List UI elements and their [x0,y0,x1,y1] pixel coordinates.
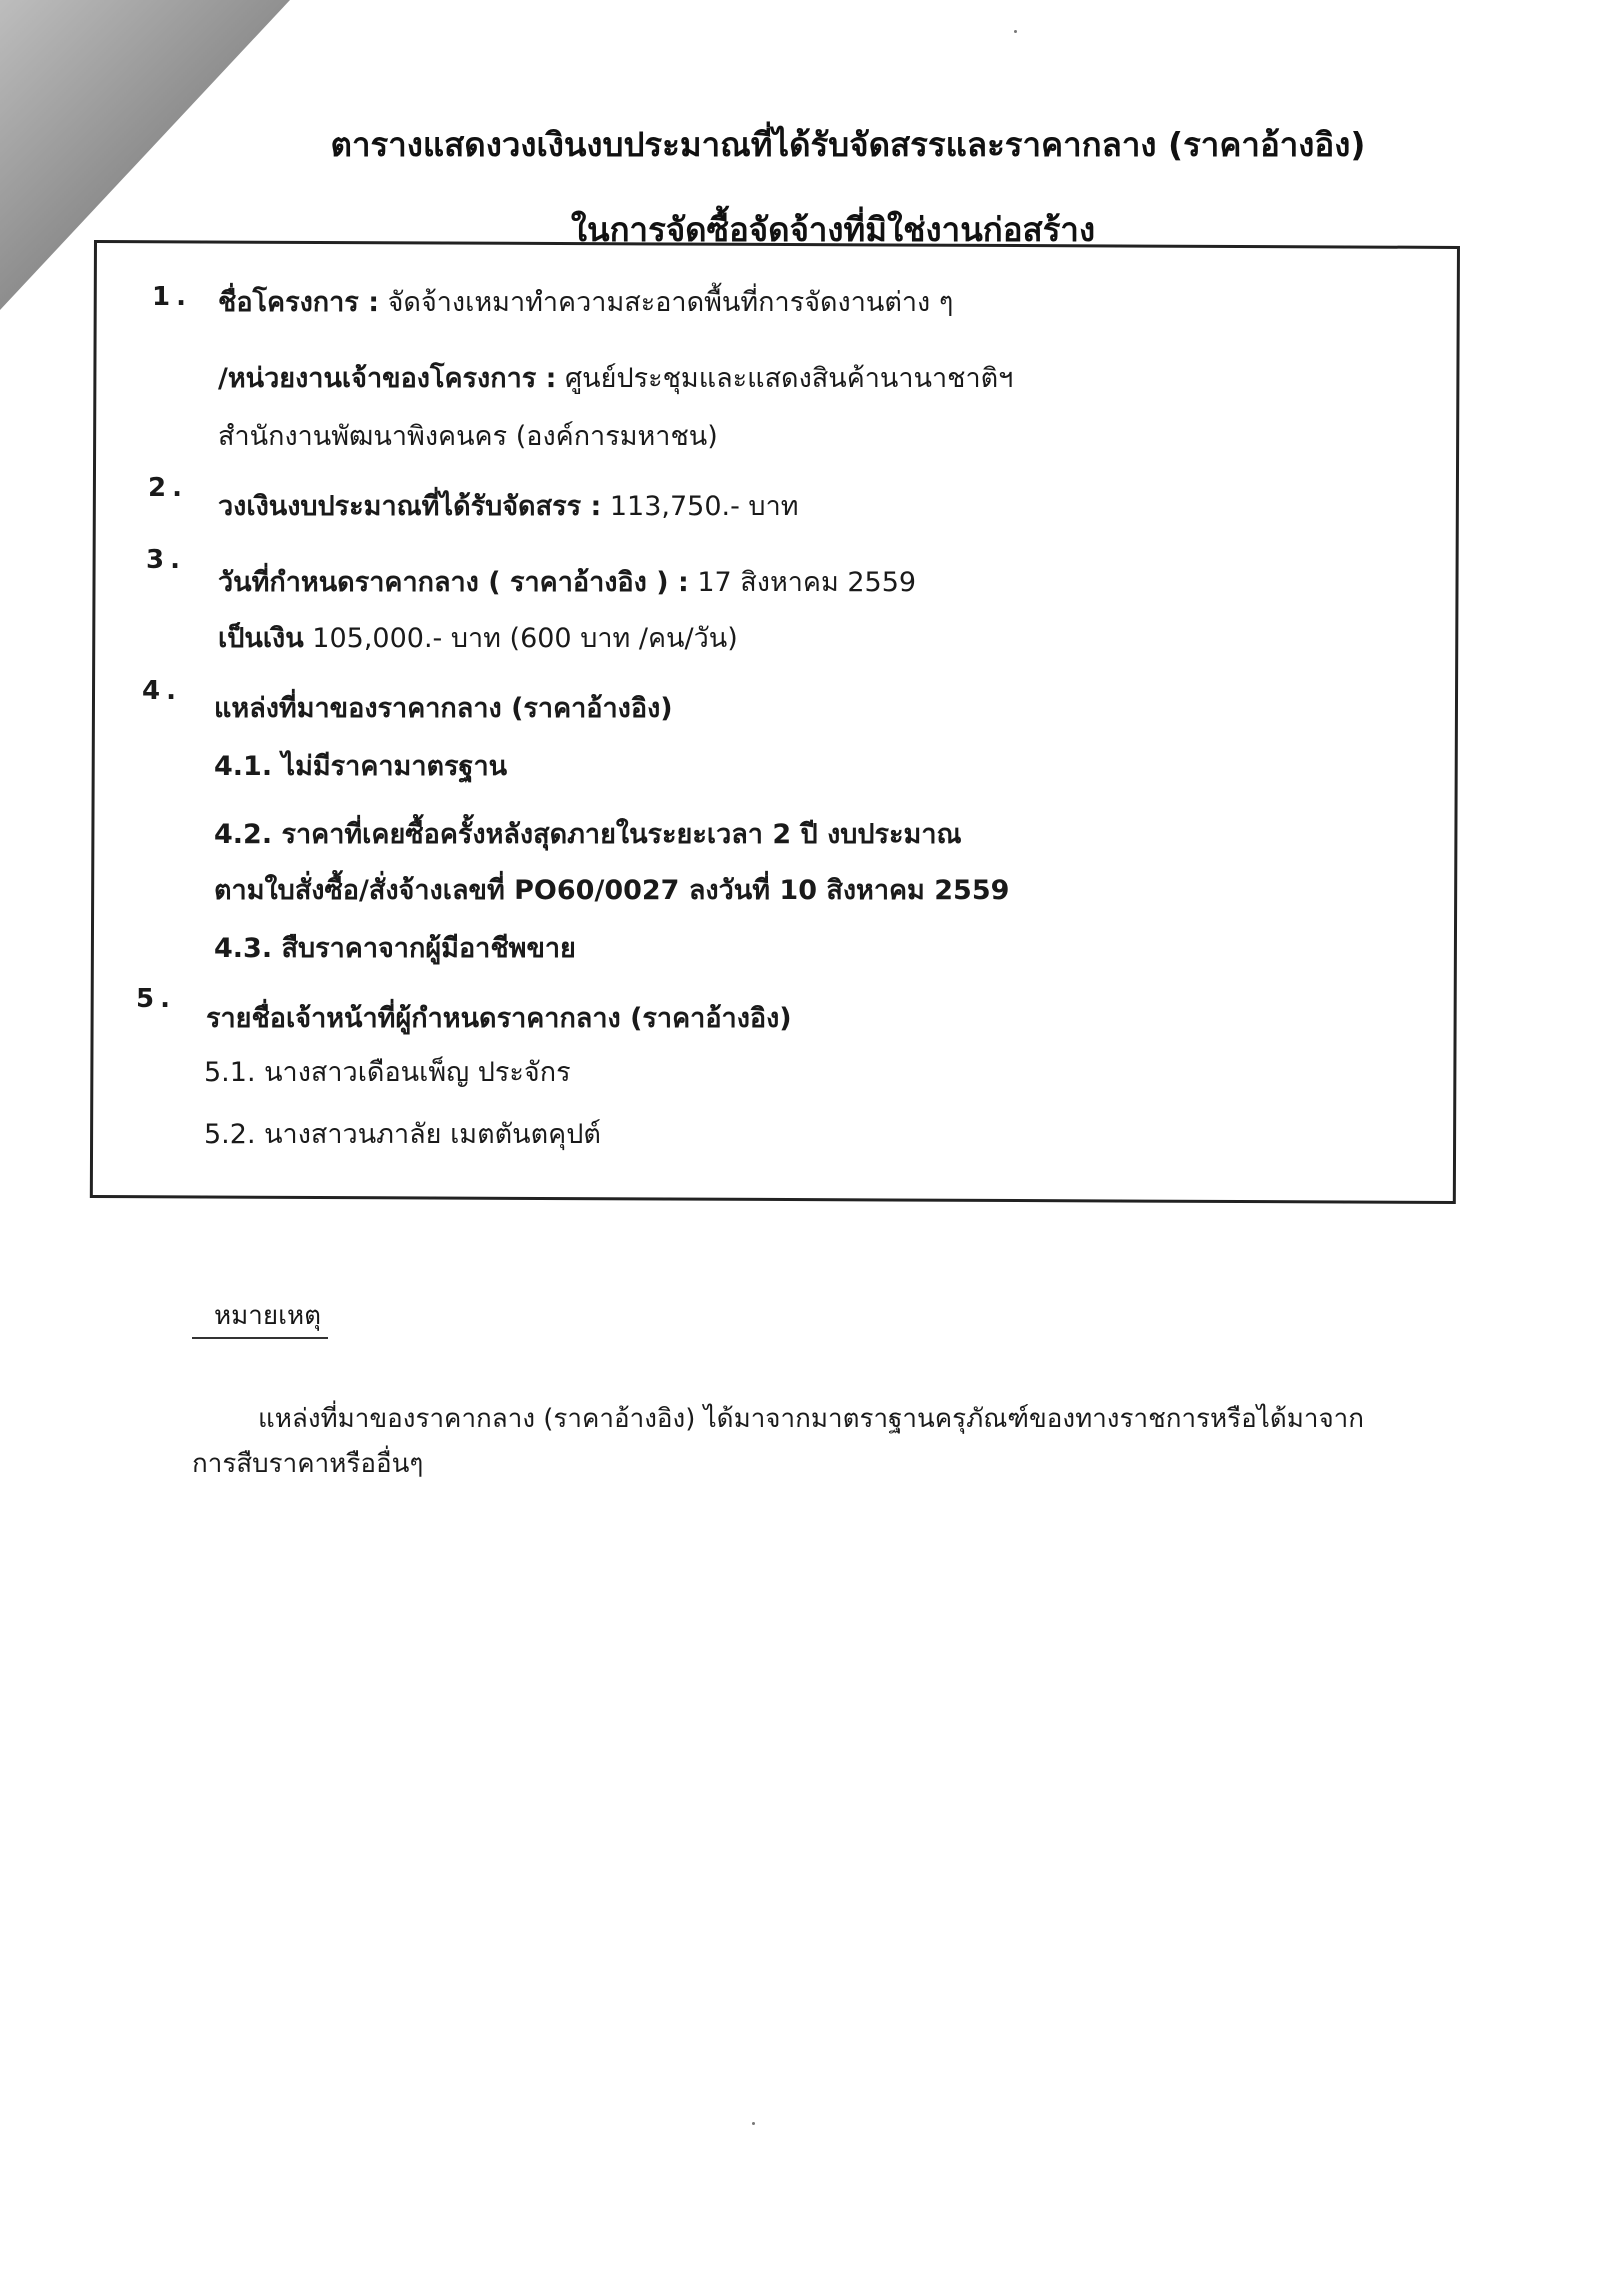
document-title-line-2: ในการจัดซื้อจัดจ้างที่มิใช่งานก่อสร้าง [570,210,1096,249]
official-2: 5.2. นางสาวนภาลัย เมตตันตคุปต์ [204,1119,601,1150]
note-heading-underline [192,1337,328,1339]
note-text-line-1: แหล่งที่มาของราคากลาง (ราคาอ้างอิง) ได้มาจากมาตราฐานครุภัณฑ์ของทางราชการหรือได้มาจาก [258,1404,1365,1434]
price-source-item-3: 4.3. สืบราคาจากผู้มีอาชีพขาย [214,933,576,964]
scan-speck [752,2122,755,2125]
section-3-number: 3. [146,545,186,575]
project-name-label: ชื่อโครงการ : [218,287,379,318]
note-heading: หมายเหตุ [214,1301,322,1331]
official-1: 5.1. นางสาวเดือนเพ็ญ ประจักร [204,1057,571,1088]
officials-heading: รายชื่อเจ้าหน้าที่ผู้กำหนดราคากลาง (ราคาอ้างอิง) [206,1003,792,1034]
section-5-number: 5. [136,984,176,1014]
scan-speck [1014,30,1017,33]
section-1-number: 1. [152,282,192,312]
price-source-item-2-continued: ตามใบสั่งซื้อ/สั่งจ้างเลขที่ PO60/0027 ลงวันที่ 10 สิงหาคม 2559 [214,875,1010,906]
reference-date-label: วันที่กำหนดราคากลาง ( ราคาอ้างอิง ) : [218,567,689,598]
project-name-value: จัดจ้างเหมาทำความสะอาดพื้นที่การจัดงานต่าง ๆ [387,287,954,318]
budget-label: วงเงินงบประมาณที่ได้รับจัดสรร : [218,491,602,522]
budget-value: 113,750.- บาท [609,491,799,522]
price-source-heading: แหล่งที่มาของราคากลาง (ราคาอ้างอิง) [214,693,673,724]
section-2-number: 2. [148,473,188,503]
price-source-item-1: 4.1. ไม่มีราคามาตรฐาน [214,751,508,782]
project-name-row [218,280,953,323]
budget-row [218,484,799,527]
reference-amount-row [218,616,738,659]
price-source-item-2: 4.2. ราคาที่เคยซื้อครั้งหลังสุดภายในระยะเวลา 2 ปี งบประมาณ [214,819,962,850]
agency-value: ศูนย์ประชุมและแสดงสินค้านานาชาติฯ [565,363,1014,394]
reference-amount-value: 105,000.- บาท (600 บาท /คน/วัน) [312,623,738,654]
agency-value-continued: สำนักงานพัฒนาพิงคนคร (องค์การมหาชน) [218,421,718,452]
note-text-line-2: การสืบราคาหรืออื่นๆ [192,1449,424,1479]
agency-row [218,356,1013,399]
document-title-line-1: ตารางแสดงวงเงินงบประมาณที่ได้รับจัดสรรและราคากลาง (ราคาอ้างอิง) [330,125,1366,164]
section-4-number: 4. [142,676,182,706]
reference-date-value: 17 สิงหาคม 2559 [697,567,917,598]
reference-date-row [218,560,916,603]
reference-amount-label: เป็นเงิน [218,623,304,654]
agency-label: /หน่วยงานเจ้าของโครงการ : [218,363,557,394]
